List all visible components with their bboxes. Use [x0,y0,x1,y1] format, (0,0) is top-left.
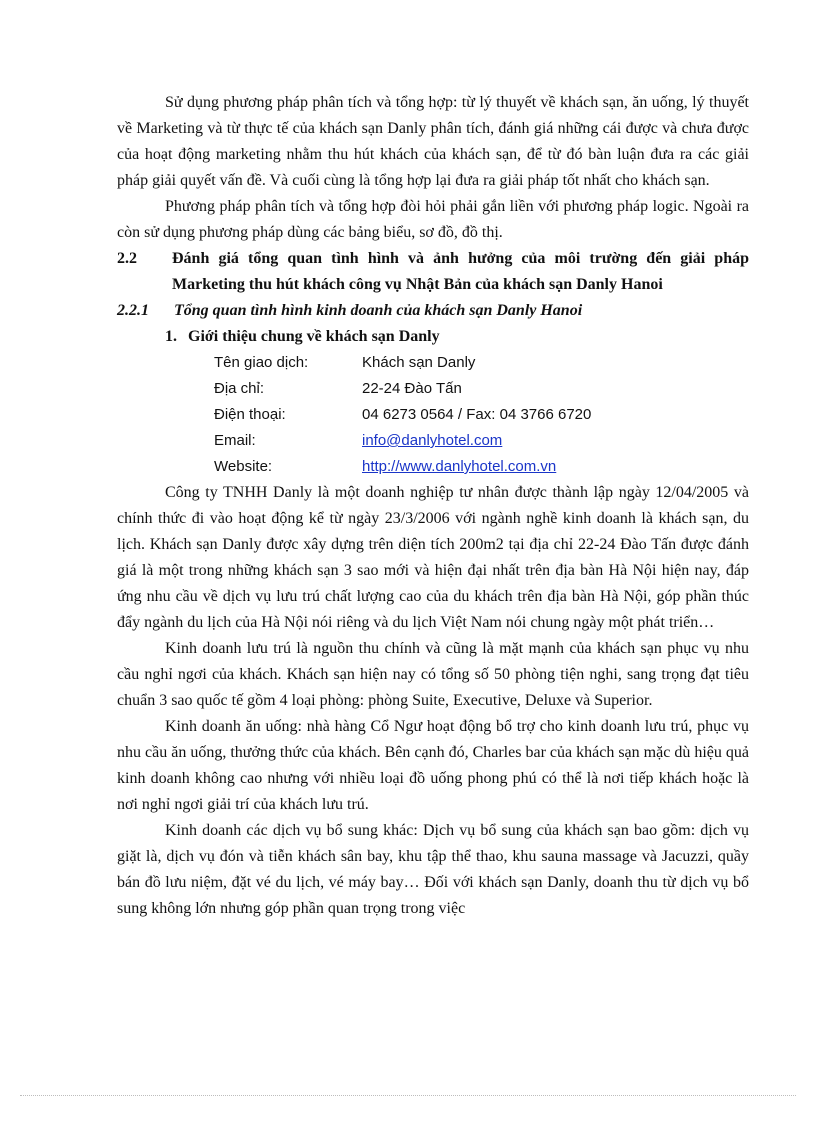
contact-label: Email: [214,432,256,449]
paragraph-logic: Phương pháp phân tích và tổng hợp đòi hỏi phải gắn liền với phương pháp logic. Ngoài ra còn sử dụng phương pháp dùng các bảng biểu, sơ đồ, đồ thị. [117,198,749,241]
paragraph-food-beverage: Kinh doanh ăn uống: nhà hàng Cổ Ngư hoạt động bổ trợ cho kinh doanh lưu trú, phục vụ nhu cầu ăn uống, thưởng thức của khách. Bên cạnh đó, Charles bar của khách sạn mặc dù hiệu quả kinh doanh không cao nhưng với nhiều loại đồ uống phong phú có thể là nơi tiếp khách hoặc là nơi nghỉ ngơi giải trí của khách lưu trú. [117,718,749,813]
subsection-number: 2.2.1 [117,302,149,319]
contact-row-phone [214,402,749,428]
section-heading-2-2 [117,246,749,298]
contact-value: 04 6273 0564 / Fax: 04 3766 6720 [362,406,592,423]
contact-info [117,350,749,480]
contact-label: Điện thoại: [214,406,286,423]
section-number: 2.2 [117,250,137,267]
contact-value: 22-24 Đào Tấn [362,380,462,397]
paragraph-accommodation: Kinh doanh lưu trú là nguồn thu chính và cũng là mặt mạnh của khách sạn phục vụ nhu cầu nghỉ ngơi của khách. Khách sạn hiện nay có tổng số 50 phòng tiện nghi, sang trọng đạt tiêu chuẩn 3 sao quốc tế gồm 4 loại phòng: phòng Suite, Executive, Deluxe và Superior. [117,640,749,709]
section-heading-2-2-1 [117,298,749,324]
website-link[interactable]: http://www.danlyhotel.com.vn [362,458,557,475]
section-title: Đánh giá tổng quan tình hình và ảnh hưởng của môi trường đến giải pháp Marketing thu hút khách công vụ Nhật Bản của khách sạn Danly Hanoi [172,250,749,293]
contact-label: Tên giao dịch: [214,354,309,371]
subsection-title: Tổng quan tình hình kinh doanh của khách sạn Danly Hanoi [174,302,583,319]
contact-row-website [214,454,749,480]
paragraph-additional-services: Kinh doanh các dịch vụ bổ sung khác: Dịch vụ bổ sung của khách sạn bao gồm: dịch vụ giặt là, dịch vụ đón và tiễn khách sân bay, khu tập thể thao, khu sauna massage và Jacuzzi, quầy bán đồ lưu niệm, đặt vé du lịch, vé máy bay… Đối với khách sạn Danly, doanh thu từ dịch vụ bổ sung không lớn nhưng góp phần quan trọng trong việc [117,822,749,917]
contact-value: Khách sạn Danly [362,354,476,371]
contact-row-name [214,350,749,376]
paragraph-company-intro: Công ty TNHH Danly là một doanh nghiệp tư nhân được thành lập ngày 12/04/2005 và chính thức đi vào hoạt động kể từ ngày 23/3/2006 với ngành nghề kinh doanh là khách sạn, du lịch. Khách sạn Danly được xây dựng trên diện tích 200m2 tại địa chỉ 22-24 Đào Tấn được đánh giá là một trong những khách sạn 3 sao mới và hiện đại nhất trên địa bàn Hà Nội hiện nay, đáp ứng nhu cầu về dịch vụ lưu trú chất lượng cao của du khách trên địa bàn Hà Nội, góp phần thúc đẩy ngành du lịch của Hà Nội nói riêng và du lịch Việt Nam nói chung ngày một phát triển… [117,484,749,631]
contact-label: Địa chỉ: [214,380,265,397]
email-link[interactable]: info@danlyhotel.com [362,432,503,449]
paragraph-methods: Sử dụng phương pháp phân tích và tổng hợp: từ lý thuyết về khách sạn, ăn uống, lý thuyết về Marketing và từ thực tế của khách sạn Danly phân tích, đánh giá những cái được và chưa được của hoạt động marketing nhằm thu hút khách của khách sạn, để từ đó bàn luận đưa ra các giải pháp giải quyết vấn đề. Và cuối cùng là tổng hợp lại đưa ra giải pháp tốt nhất cho khách sạn. [117,94,749,189]
contact-label: Website: [214,458,273,475]
item-number: 1. [165,328,177,345]
item-heading-1 [117,324,749,350]
page-footer-divider [20,1095,796,1096]
contact-row-address [214,376,749,402]
item-title: Giới thiệu chung về khách sạn Danly [188,328,440,345]
contact-row-email [214,428,749,454]
document-page [117,90,749,922]
